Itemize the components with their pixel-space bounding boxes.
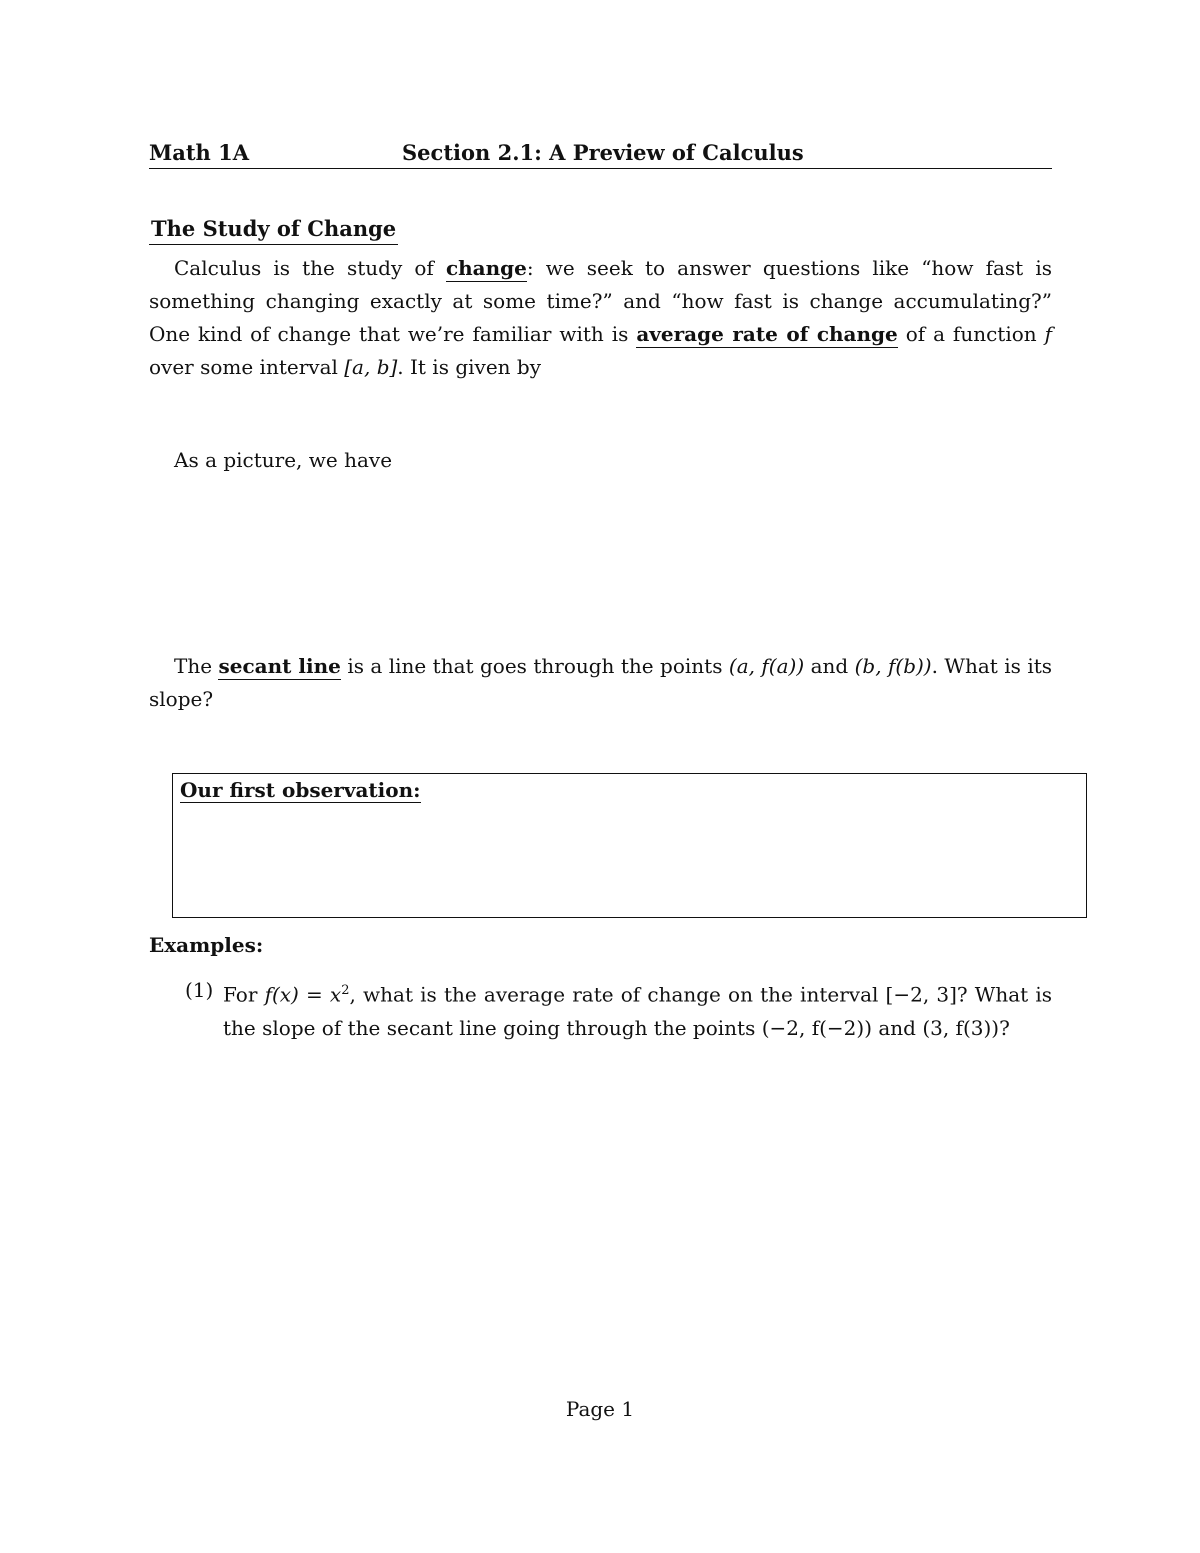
example-body	[223, 974, 1052, 1045]
intro-text: over some interval	[149, 355, 345, 379]
examples-heading: Examples:	[149, 933, 264, 957]
intro-text: of a function	[897, 322, 1045, 346]
math-function: f(x) = x	[264, 982, 342, 1007]
secant-text: is a line that goes through the points	[340, 654, 729, 678]
intro-text: . It is given by	[397, 355, 541, 379]
math-point-b: (b, f(b))	[854, 654, 932, 678]
example-text: , what is the average rate of change on the interval [−2, 3]? What is the slope of the secant line going through the points (−2, f(−2)) and (3, f(3))?	[223, 982, 1052, 1040]
term-average-rate-of-change: average rate of change	[636, 322, 898, 346]
picture-paragraph	[149, 444, 1052, 477]
course-title: Math 1A	[149, 140, 250, 165]
example-text: For	[223, 982, 265, 1007]
secant-text: The	[174, 654, 219, 678]
secant-text: . What is its slope?	[149, 654, 1053, 711]
secant-text: and	[804, 654, 855, 678]
math-point-a: (a, f(a))	[728, 654, 805, 678]
term-change: change	[445, 256, 527, 280]
math-f: f	[1044, 322, 1052, 346]
page-header	[149, 140, 1052, 169]
intro-text: Calculus is the study of	[174, 256, 446, 280]
observation-box	[172, 773, 1087, 918]
observation-title: Our first observation:	[180, 778, 421, 802]
picture-text: As a picture, we have	[174, 448, 393, 472]
section-title: Section 2.1: A Preview of Calculus	[402, 140, 804, 165]
math-exponent: 2	[341, 983, 350, 998]
example-item	[185, 974, 1052, 1045]
intro-text: : we seek to answer questions like “how fast is something changing exactly at some time?” and “how fast is change accumulating?” One kind of change that we’re familiar with is	[149, 256, 1052, 346]
term-secant-line: secant line	[218, 654, 341, 678]
study-of-change-heading: The Study of Change	[149, 216, 398, 245]
intro-paragraph	[149, 252, 1052, 384]
page-number: Page 1	[565, 1397, 635, 1421]
secant-paragraph	[149, 650, 1052, 716]
example-number: (1)	[185, 978, 214, 1002]
math-interval: [a, b]	[344, 355, 398, 379]
